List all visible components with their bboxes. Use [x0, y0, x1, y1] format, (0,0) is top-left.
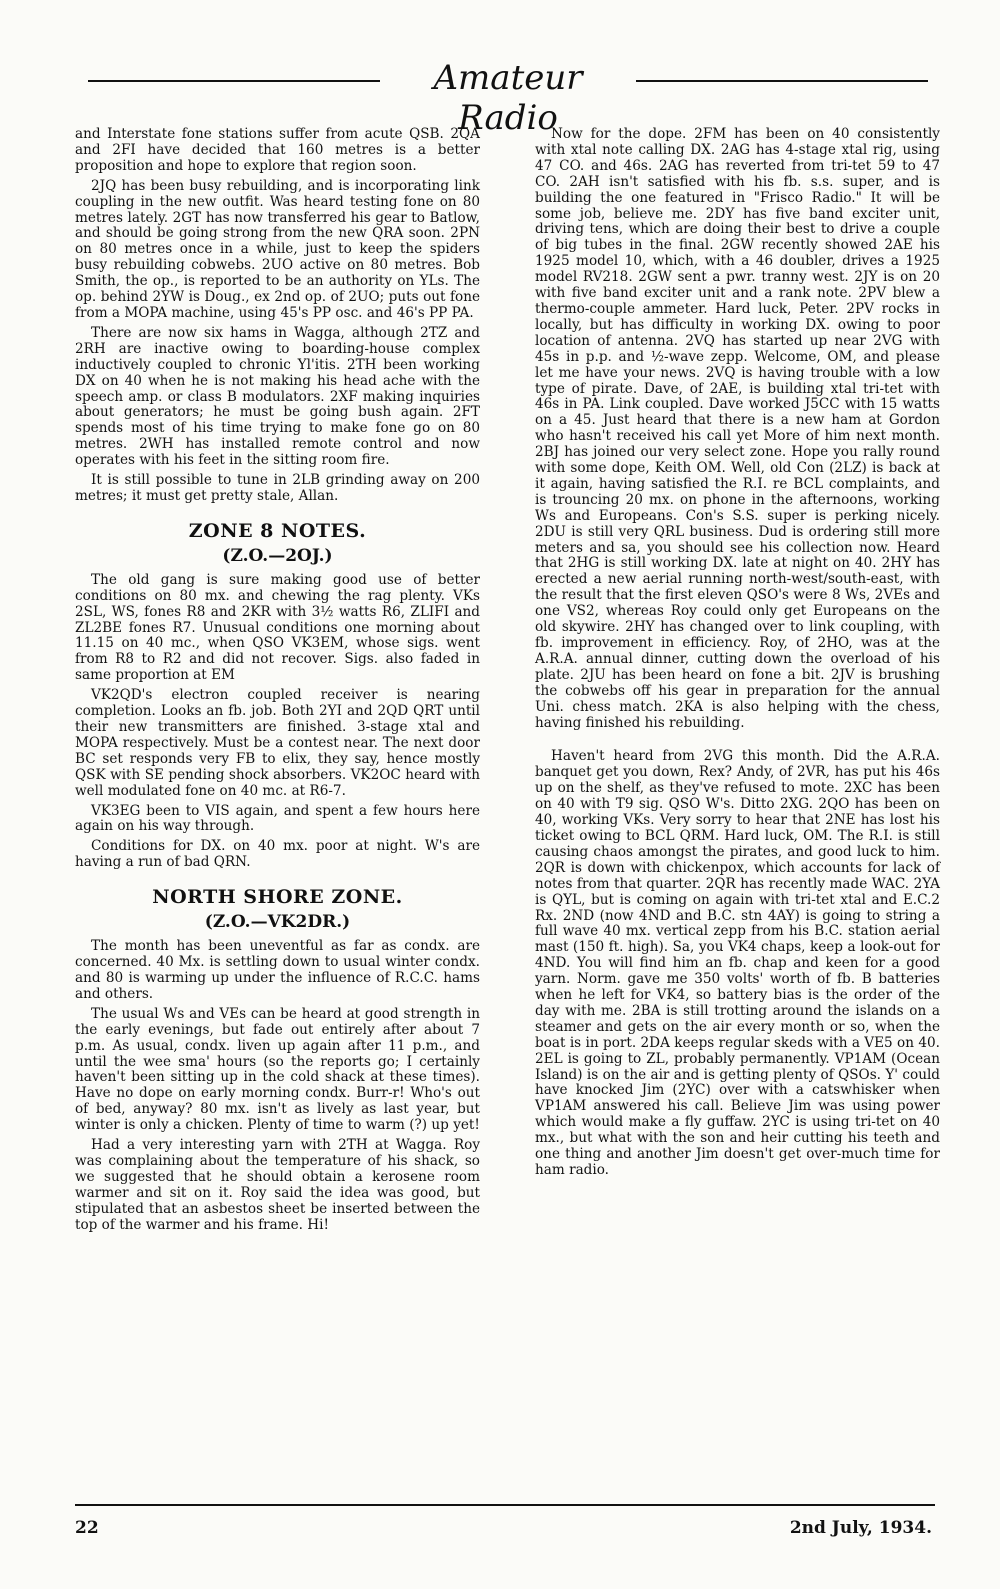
masthead-title: Amateur Radio — [433, 58, 583, 138]
masthead — [88, 58, 928, 138]
paragraph: and Interstate fone stations suffer from acute QSB. 2QA and 2FI have decided that 160 metres is a better proposition and hope to explore that region soon. — [75, 126, 480, 174]
paragraph: Now for the dope. 2FM has been on 40 consistently with xtal note calling DX. 2AG has 4-stage xtal rig, using 47 CO. and 46s. 2AG has reverted from tri-tet 59 to 47 CO. 2AH isn't satisfied with his fb. s.s. super, and is building the one featured in "Frisco Radio." It will be some job, believe me. 2DY has five band exciter unit, driving tens, which are doing their best to drive a couple of big tubes in the final. 2GW recently showed 2AE his 1925 model 10, which, with a 46 doubler, drives a 1925 model RV218. 2GW sent a pwr. tranny west. 2JY is on 20 with five band exciter unit and a rank note. 2PV blew a thermo-couple ammeter. Hard luck, Peter. 2PV rocks in locally, but has difficulty in working DX. owing to poor location of antenna. 2VQ has started up near 2VG with 45s in p.p. and ½-wave zepp. Welcome, OM, and please let me have your news. 2VQ is having trouble with a low type of pirate. Dave, of 2AE, is building xtal tri-tet with 46s in PA. Link coupled. Dave worked J5CC with 15 watts on a 45. Just heard that there is a new ham at Gordon who hasn't received his call yet More of him next month. 2BJ has joined our very select zone. Hope you rally round with some dope, Keith OM. Well, old Con (2LZ) is back at it again, having satisfied the R.I. re BCL complaints, and is trouncing 20 mx. on phone in the afternoons, working Ws and Europeans. Con's S.S. super is perking nicely. 2DU is still very QRL business. Dud is ordering still more meters and sa, you should see his collection now. Heard that 2HG is still working DX. late at night on 40. 2HY has erected a new aerial running north-west/south-east, with the result that the first eleven QSO's were 8 Ws, 2VEs and one VS2, whereas Roy could only get Europeans on the old skywire. 2HY has changed over to link coupling, with fb. improvement in efficiency. Roy, of 2HO, was at the A.R.A. annual dinner, cutting down the overload of his plate. 2JU has been heard on fone a bit. 2JV is brushing the cobwebs off his gear in preparation for the annual Uni. chess match. 2KA is also helping with the chess, having finished his rebuilding. — [535, 126, 940, 731]
footer-rule — [75, 1504, 935, 1506]
paragraph: The usual Ws and VEs can be heard at good strength in the early evenings, but fade out entirely after about 7 p.m. As usual, condx. liven up again after 11 p.m., and until the wee sma' hours (so the reports go; I certainly haven't been sitting up in the cold shack at these times). Have no dope on early morning condx. Burr-r! Who's out of bed, anyway? 80 mx. isn't as lively as last year, but winter is only a chicken. Plenty of time to warm (?) up yet! — [75, 1005, 480, 1134]
paragraph: Had a very interesting yarn with 2TH at Wagga. Roy was complaining about the temperature of his shack, so we suggested that he should obtain a kerosene room warmer and sit on it. Roy said the idea was good, but stipulated that an asbestos sheet be inserted between the top of the warmer and his frame. Hi! — [75, 1137, 480, 1233]
section-heading-zone-8: ZONE 8 NOTES. — [188, 519, 367, 542]
paragraph: The old gang is sure making good use of better conditions on 80 mx. and chewing the rag plenty. VKs 2SL, WS, fones R8 and 2KR with 3½ watts R6, ZLIFI and ZL2BE fones R7. Unusual conditions one morning about 11.15 on 40 mc., when QSO VK3EM, whose sigs. went from R8 to R2 and did not recover. Sigs. also faded in same proportion at EM — [75, 571, 480, 684]
masthead-rule-left — [88, 80, 380, 82]
section-subheading-north-shore: (Z.O.—VK2DR.) — [204, 912, 351, 933]
right-column — [535, 127, 940, 1183]
paragraph: 2JQ has been busy rebuilding, and is incorporating link coupling in the new outfit. Was heard testing fone on 80 metres lately. 2GT has now transferred his gear to Batlow, and should be going strong from the new QRA soon. 2PN on 80 metres once in a while, just to keep the spiders busy rebuilding cobwebs. 2UO active on 80 metres. Bob Smith, the op., is reported to be an authority on YLs. The op. behind 2YW is Doug., ex 2nd op. of 2UO; puts out fone from a MOPA machine, using 45's PP osc. and 46's PP PA. — [75, 177, 480, 321]
section-heading-north-shore: NORTH SHORE ZONE. — [152, 886, 403, 909]
paragraph: Haven't heard from 2VG this month. Did the A.R.A. banquet get you down, Rex? Andy, of 2VR, has put his 46s up on the shelf, as they've refused to mote. 2XC has been on 40 with T9 sig. QSO W's. Ditto 2XG. 2QO has been on 40, working VKs. Very sorry to hear that 2NE has lost his ticket owing to BCL QRM. Hard luck, OM. The R.I. is still causing chaos amongst the pirates, and good luck to him. 2QR is down with chickenpox, which accounts for lack of notes from that quarter. 2QR has recently made WAC. 2YA is QYL, but is coming on again with tri-tet xtal and E.C.2 Rx. 2ND (now 4ND and B.C. stn 4AY) is going to string a full wave 40 mx. vertical zepp from his B.C. station aerial mast (150 ft. high). Sa, you VK4 chaps, keep a look-out for 4ND. You will find him an fb. chap and keen for a good yarn. Norm. gave me 350 volts' worth of fb. B batteries when he left for VK4, so battery bias is the order of the day with me. 2BA is still trotting around the islands on a steamer and gets on the air every month or so, when the boat is in port. 2DA keeps regular skeds with a VE5 on 40. 2EL is going to ZL, probably permanently. VP1AM (Ocean Island) is on the air and is getting plenty of QSOs. Y' could have knocked Jim (2YC) over with a catswhisker when VP1AM answered his call. Believe Jim was using power which would make a fly guffaw. 2YC is using tri-tet on 40 mx., but what with the son and heir cutting his teeth and one thing and another Jim doesn't get over-much time for ham radio. — [535, 748, 940, 1178]
masthead-rule-right — [636, 80, 928, 82]
paragraph: The month has been uneventful as far as condx. are concerned. 40 Mx. is settling down to usual winter condx. and 80 is warming up under the influence of R.C.C. hams and others. — [75, 938, 480, 1002]
left-column — [75, 127, 480, 1237]
paragraph: There are now six hams in Wagga, although 2TZ and 2RH are inactive owing to boarding-house complex inductively coupled to chronic Yl'itis. 2TH been working DX on 40 when he is not making his head ache with the speech amp. or class B modulators. 2XF making inquiries about generators; he must be going bush again. 2FT spends most of his time trying to make fone go on 80 metres. 2WH has installed remote control and now operates with his feet in the sitting room fire. — [75, 324, 480, 469]
issue-date: 2nd July, 1934. — [789, 1518, 932, 1538]
paragraph: Conditions for DX. on 40 mx. poor at night. W's are having a run of bad QRN. — [75, 838, 480, 871]
paragraph: VK3EG been to VIS again, and spent a few hours here again on his way through. — [75, 802, 480, 835]
section-subheading-zone-8: (Z.O.—2OJ.) — [222, 545, 333, 566]
paragraph: VK2QD's electron coupled receiver is nearing completion. Looks an fb. job. Both 2YI and 2QD QRT until their new transmitters are finished. 3-stage xtal and MOPA respectively. Must be a contest near. The next door BC set responds very FB to elix, they say, hence mostly QSK with SE pending shock absorbers. VK2OC heard with well modulated fone on 40 mc. at R6-7. — [75, 687, 480, 799]
paragraph: It is still possible to tune in 2LB grinding away on 200 metres; it must get pretty stale, Allan. — [75, 472, 480, 504]
page-number: 22 — [75, 1518, 99, 1538]
